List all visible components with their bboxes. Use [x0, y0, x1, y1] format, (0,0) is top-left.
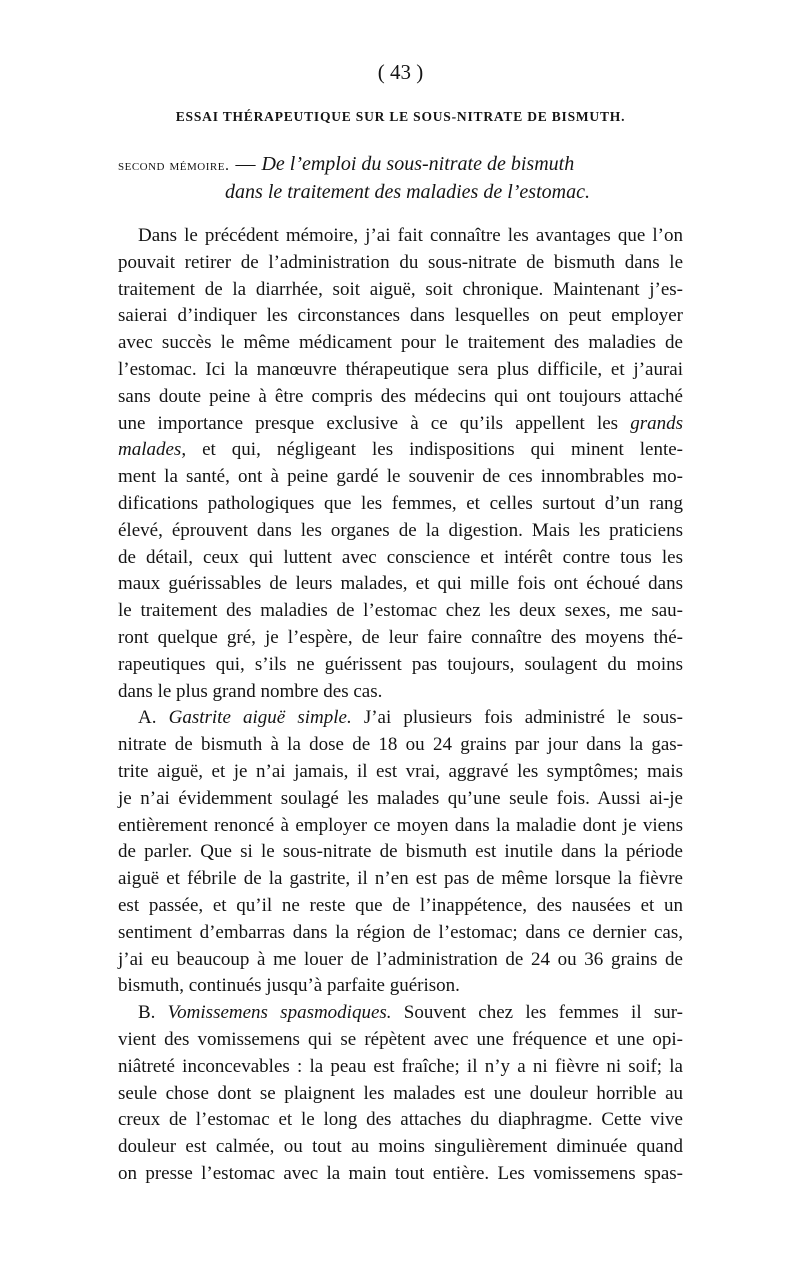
section-label: second mémoire.: [118, 157, 230, 174]
section-a-paragraph: [118, 705, 683, 1000]
emphasis: malades: [118, 439, 182, 461]
page: [118, 58, 683, 1188]
page-number: ( 43 ): [377, 60, 424, 84]
intro-paragraph: [118, 223, 683, 705]
text-line: trite aiguë, et je n’ai jamais, il est vrai, aggravé les symptômes; mais: [118, 760, 683, 782]
text-line: aiguë et fébrile de la gastrite, il n’en est pas de même lorsque la fièvre: [118, 868, 683, 890]
text-line: de détail, ceux qui luttent avec conscience et intérêt contre tous les: [118, 546, 683, 568]
text-line: vient des vomissemens qui se répètent avec une fréquence et une opi-: [118, 1028, 683, 1050]
section-title-line1: De l’emploi du sous-nitrate de bismuth: [261, 153, 575, 175]
text-line: ront quelque gré, je l’espère, de leur faire connaître des moyens thé-: [118, 626, 683, 648]
text-line: seule chose dont se plaignent les malades est une douleur horrible au: [118, 1082, 683, 1104]
text-line: [118, 705, 683, 732]
text-line: entièrement renoncé à employer ce moyen dans la maladie dont je viens: [118, 814, 683, 836]
text-line: rapeutiques qui, s’ils ne guérissent pas toujours, soulagent du moins: [118, 653, 683, 675]
text-line: niâtreté inconcevables : la peau est fraîche; il n’y a ni fièvre ni soif; la: [118, 1055, 683, 1077]
text-fragment: J’ai plusieurs fois administré le sous-: [351, 707, 683, 729]
text-line: bismuth, continués jusqu’à parfaite guérison.: [118, 975, 460, 997]
section-b-heading: Vomissemens spasmodiques.: [167, 1002, 392, 1024]
running-title: ESSAI THÉRAPEUTIQUE SUR LE SOUS-NITRATE DE BISMUTH.: [175, 109, 626, 124]
text-line: ment la santé, ont à peine gardé le souvenir de ces innombrables mo-: [118, 466, 683, 488]
text-line: dans le plus grand nombre des cas.: [118, 680, 383, 702]
text-line: Dans le précédent mémoire, j’ai fait connaître les avantages que l’on: [138, 225, 683, 246]
text-line: avec succès le même médicament pour le traitement des maladies de: [118, 332, 683, 354]
text-line: douleur est calmée, ou tout au moins singulièrement diminuée quand: [118, 1136, 683, 1158]
text-line: élevé, éprouvent dans les organes de la digestion. Mais les praticiens: [118, 519, 683, 541]
text-line: traitement de la diarrhée, soit aiguë, soit chronique. Maintenant j’es-: [118, 278, 683, 300]
text-line: pouvait retirer de l’administration du sous-nitrate de bismuth dans le: [118, 251, 683, 273]
text-line: le traitement des maladies de l’estomac chez les deux sexes, me sau-: [118, 600, 683, 622]
text-line: [118, 1000, 683, 1027]
section-a-letter: A.: [138, 707, 157, 729]
text-line: [118, 437, 683, 464]
text-line: est passée, et qu’il ne reste que de l’inappétence, des nausées et un: [118, 894, 683, 916]
text-line: creux de l’estomac et le long des attaches du diaphragme. Cette vive: [118, 1109, 683, 1131]
text-line: je n’ai évidemment soulagé les malades qu’une seule fois. Aussi ai-je: [118, 787, 683, 809]
text-line: j’ai eu beaucoup à me louer de l’administration de 24 ou 36 grains de: [118, 948, 683, 970]
text-line: de parler. Que si le sous-nitrate de bismuth est inutile dans la période: [118, 841, 683, 863]
emphasis: grands: [630, 412, 684, 434]
text-fragment: Souvent chez les femmes il sur-: [391, 1002, 683, 1024]
text-line: sentiment d’embarras dans la région de l’estomac; dans ce dernier cas,: [118, 921, 683, 943]
section-b-letter: B.: [138, 1002, 156, 1024]
section-title-line2: dans le traitement des maladies de l’estomac.: [225, 181, 590, 203]
text-line: [118, 411, 683, 438]
text-line: sans doute peine à être compris des médecins qui ont toujours attaché: [118, 385, 683, 407]
text-line: saierai d’indiquer les circonstances dans lesquelles on peut employer: [118, 305, 683, 327]
text-line: on presse l’estomac avec la main tout entière. Les vomissemens spas-: [118, 1162, 683, 1184]
section-b-paragraph: [118, 1000, 683, 1188]
section-title: [118, 151, 683, 206]
text-fragment: une importance presque exclusive à ce qu’ils appellent les: [118, 412, 619, 434]
section-dash: —: [235, 153, 256, 175]
text-line: nitrate de bismuth à la dose de 18 ou 24 grains par jour dans la gas-: [118, 734, 683, 756]
text-fragment: , et qui, négligeant les indispositions qui minent lente-: [181, 439, 683, 461]
section-a-heading: Gastrite aiguë simple.: [168, 707, 352, 729]
text-line: maux guérissables de leurs malades, et qui mille fois ont échoué dans: [118, 573, 683, 595]
text-line: l’estomac. Ici la manœuvre thérapeutique sera plus difficile, et j’aurai: [118, 358, 683, 380]
text-line: difications pathologiques que les femmes, et celles surtout d’un rang: [118, 492, 683, 514]
